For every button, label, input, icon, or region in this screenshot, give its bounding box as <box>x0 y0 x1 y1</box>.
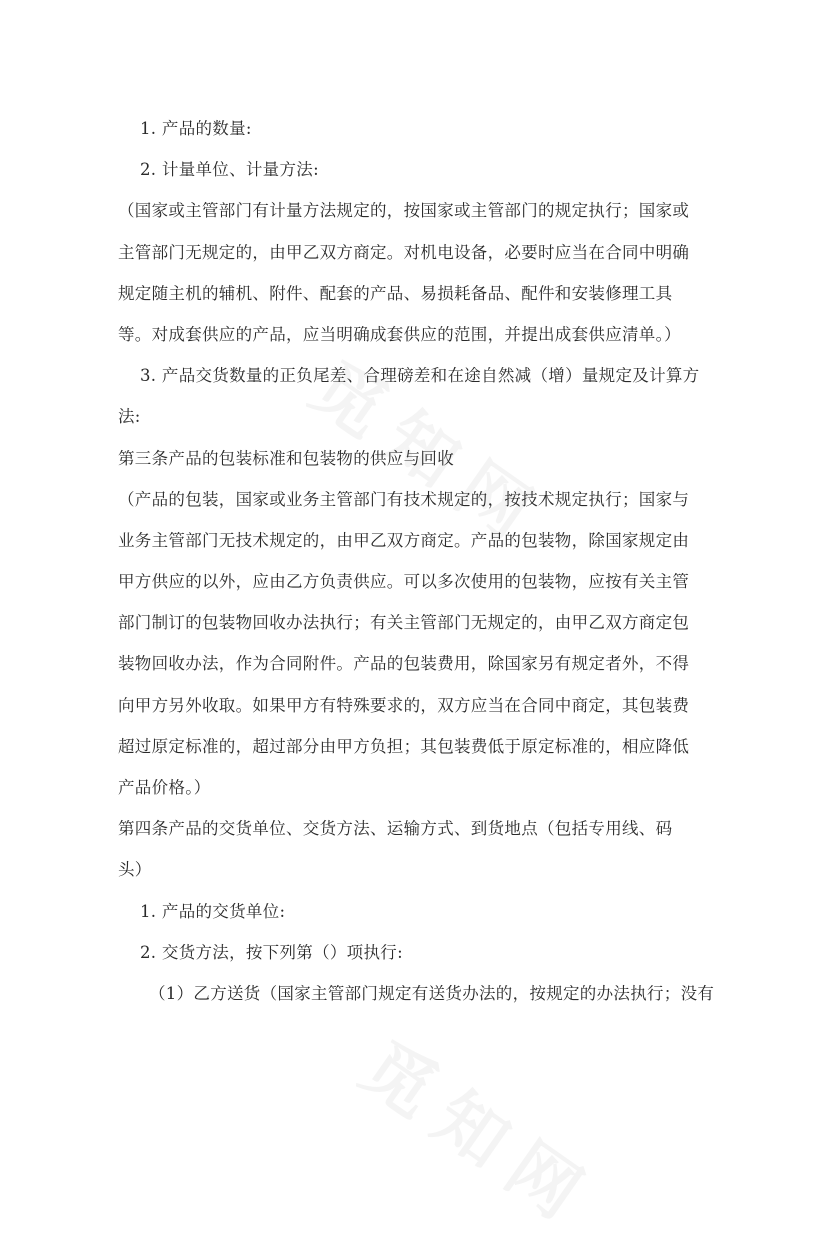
paragraph-line: 产品价格。） <box>118 778 211 797</box>
watermark <box>345 1013 619 1247</box>
paragraph-line: 装物回收办法，作为合同附件。产品的包装费用，除国家另有规定者外，不得 <box>118 654 690 674</box>
paragraph-line: 业务主管部门无技术规定的，由甲乙双方商定。产品的包装物，除国家规定由 <box>118 530 690 550</box>
item-delivery-unit: 1. 产品的交货单位: <box>140 901 286 921</box>
article-4-heading: 第四条产品的交货单位、交货方法、运输方式、到货地点（包括专用线、码 <box>118 819 673 839</box>
paragraph-line: 头） <box>118 860 152 880</box>
sub-item-supplier-delivery: （1）乙方送货（国家主管部门规定有送货办法的，按规定的办法执行；没有 <box>149 983 715 1003</box>
paragraph-line: （产品的包装，国家或业务主管部门有技术规定的，按技术规定执行；国家与 <box>118 489 690 509</box>
paragraph-line: 向甲方另外收取。如果甲方有特殊要求的，双方应当在合同中商定，其包装费 <box>118 695 690 715</box>
paragraph-line: 规定随主机的辅机、附件、配套的产品、易损耗备品、配件和安装修理工具 <box>118 283 673 303</box>
document-body <box>118 108 718 1014</box>
paragraph-line: 主管部门无规定的，由甲乙双方商定。对机电设备，必要时应当在合同中明确 <box>118 242 690 262</box>
paragraph-line: 超过原定标准的，超过部分由甲方负担；其包装费低于原定标准的，相应降低 <box>118 736 690 756</box>
paragraph-line: （国家或主管部门有计量方法规定的，按国家或主管部门的规定执行；国家或 <box>118 201 690 221</box>
item-units: 2. 计量单位、计量方法: <box>140 160 319 180</box>
item-tolerance: 3. 产品交货数量的正负尾差、合理磅差和在途自然减（增）量规定及计算方 <box>140 366 700 386</box>
item-delivery-method: 2. 交货方法，按下列第（）项执行: <box>140 942 403 962</box>
item-quantity: 1. 产品的数量: <box>140 119 252 138</box>
article-3-heading: 第三条产品的包装标准和包装物的供应与回收 <box>118 448 454 468</box>
paragraph-line: 法: <box>118 407 141 427</box>
paragraph-line: 部门制订的包装物回收办法执行；有关主管部门无规定的，由甲乙双方商定包 <box>118 613 690 633</box>
paragraph-line: 甲方供应的以外，应由乙方负责供应。可以多次使用的包装物，应按有关主管 <box>118 572 690 592</box>
paragraph-line: 等。对成套供应的产品，应当明确成套供应的范围，并提出成套供应清单。） <box>118 324 681 344</box>
